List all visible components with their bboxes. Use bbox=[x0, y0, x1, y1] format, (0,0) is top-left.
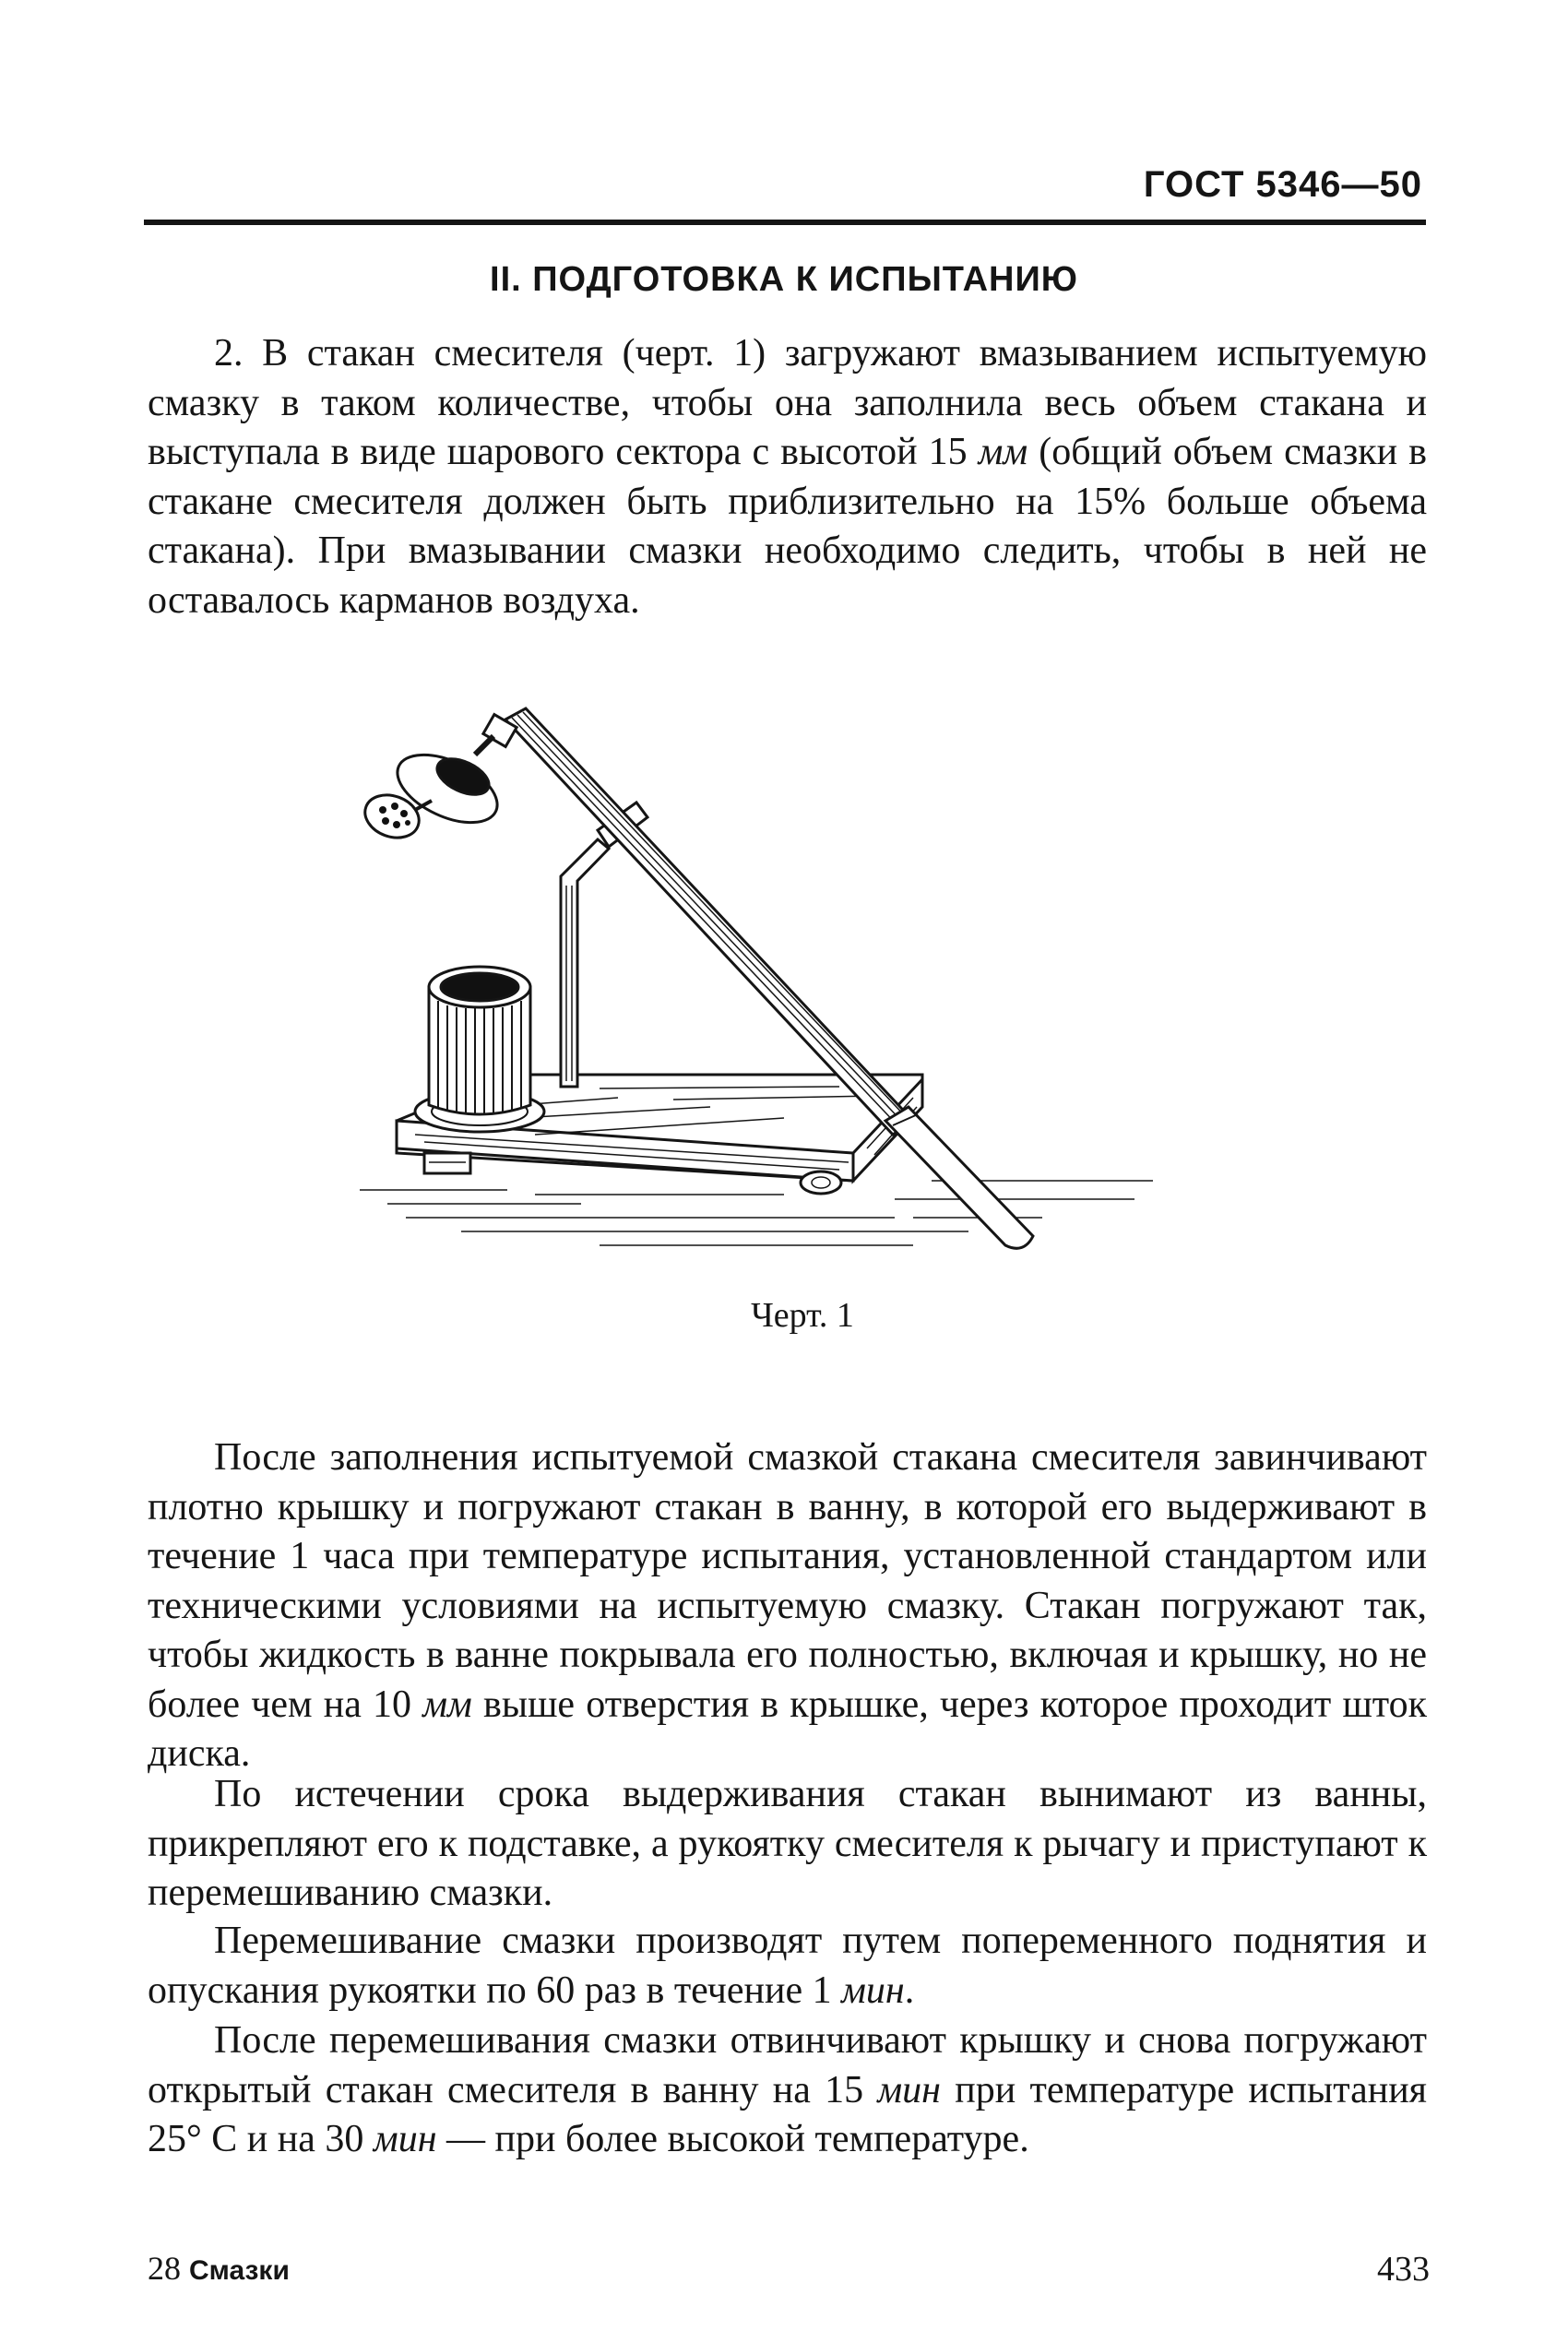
paragraph-5-text: После перемешивания смазки отвинчивают крышку и снова погружают открытый стакан смесителя в ванну на 15 bbox=[148, 2019, 1427, 2111]
unit-min: мин bbox=[373, 2118, 437, 2160]
mixer-cup bbox=[415, 967, 544, 1132]
paragraph-3 bbox=[148, 1770, 1427, 1919]
paragraph-4-text-cont: . bbox=[904, 1968, 915, 2012]
stirrer-disk bbox=[359, 715, 517, 845]
unit-min: мин bbox=[841, 1968, 905, 2012]
paragraph-4-text: Перемешивание смазки производят путем попеременного поднятия и опускания рукоятки по 60 раз в течение 1 bbox=[148, 1920, 1427, 2012]
unit-min: мин bbox=[877, 2068, 942, 2111]
paragraph-5-text-cont: при температуре испытания 25° С и на 30 bbox=[148, 2068, 1427, 2160]
paragraph-2-text: После заполнения испытуемой смазкой стакана смесителя завинчивают плотно крышку и погружают стакан в ванну, в которой его выдерживают в течение 1 часа при температуре испытания, установленной стандартом или техническими условиями на испытуемую смазку. Стакан погружают так, чтобы жидкость в ванне покрывала его полностью, включая и крышку, но не более чем на 10 bbox=[148, 1436, 1427, 1726]
mixer-apparatus-drawing bbox=[323, 701, 1245, 1273]
signature-label: Смазки bbox=[189, 2255, 290, 2286]
page-number: 433 bbox=[1377, 2250, 1430, 2289]
figure-caption: Черт. 1 bbox=[751, 1296, 854, 1335]
header-rule bbox=[144, 220, 1426, 225]
document-code: ГОСТ 5346—50 bbox=[1143, 164, 1422, 205]
signature-number: 28 bbox=[148, 2250, 181, 2287]
paragraph-2-text-cont: выше отверстия в крышке, через которое проходит шток диска. bbox=[148, 1683, 1427, 1775]
unit-mm: мм bbox=[422, 1683, 472, 1726]
paragraph-4 bbox=[148, 1917, 1427, 2016]
paragraph-3-text: По истечении срока выдерживания стакан вынимают из ванны, прикрепляют его к подставке, а рукоятку смесителя к рычагу и приступают к перемешиванию смазки. bbox=[148, 1773, 1427, 1914]
paragraph-1-text: 2. В стакан смесителя (черт. 1) загружают вмазыванием испытуемую смазку в таком количестве, чтобы она заполнила весь объем стакана и выступала в виде шарового сектора с высотой 15 bbox=[148, 332, 1427, 473]
section-title: II. ПОДГОТОВКА К ИСПЫТАНИЮ bbox=[490, 260, 1078, 299]
signature-mark bbox=[148, 2249, 290, 2288]
paragraph-1-text-cont: (общий объем смазки в стакане смесителя должен быть приблизительно на 15% больше объема стакана). При вмазывании смазки необходимо следить, чтобы в ней не оставалось карманов воздуха. bbox=[148, 431, 1427, 622]
paragraph-5 bbox=[148, 2016, 1427, 2165]
paragraph-1 bbox=[148, 329, 1427, 625]
paragraph-5-text-end: — при более высокой температуре. bbox=[436, 2118, 1029, 2160]
unit-mm: мм bbox=[978, 431, 1028, 473]
paragraph-2 bbox=[148, 1433, 1427, 1779]
